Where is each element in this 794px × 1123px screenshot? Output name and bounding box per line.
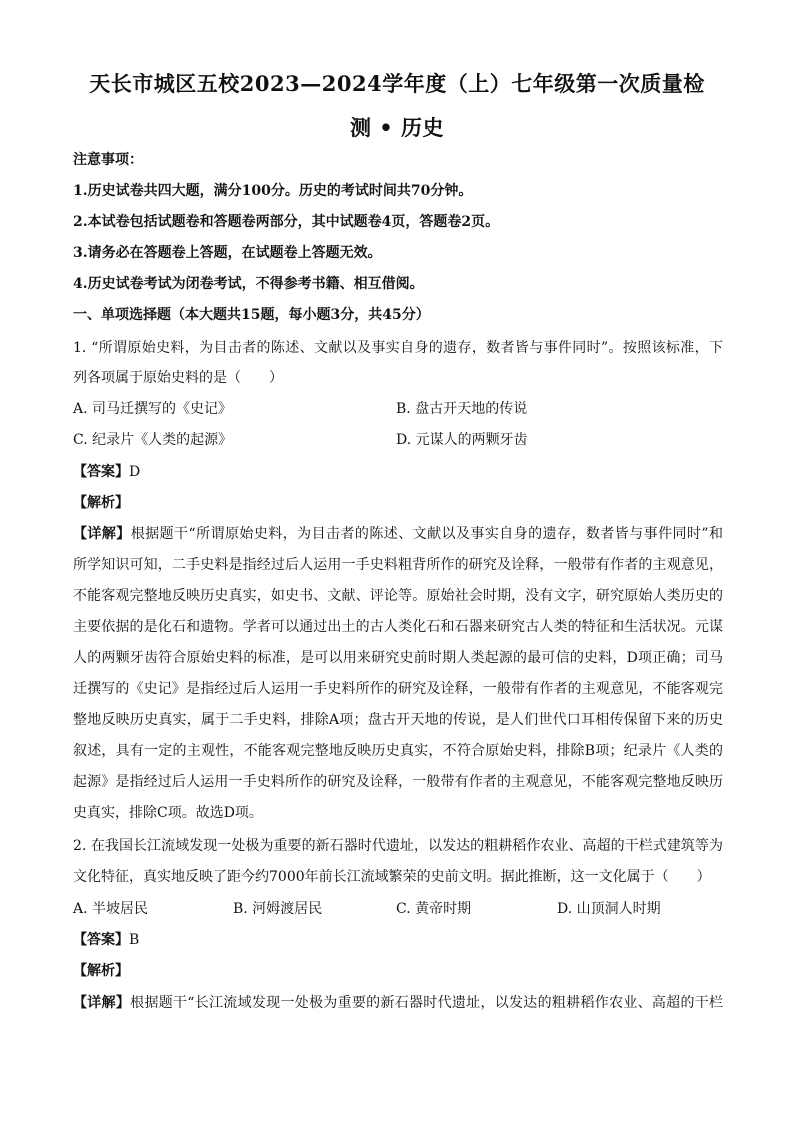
- q2-answer: [73, 930, 723, 950]
- q2-answer-value: B: [129, 932, 140, 948]
- notice-item-4: 4.历史试卷考试为闭卷考试，不得参考书籍、相互借阅。: [73, 276, 424, 292]
- q1-detail-tag: 【详解】: [73, 526, 131, 542]
- notice-item-2: 2.本试卷包括试题卷和答题卷两部分，其中试题卷4页，答题卷2页。: [73, 214, 500, 230]
- section-heading: 一、单项选择题（本大题共15题，每小题3分，共45分）: [73, 307, 430, 323]
- q2-option-b: B. 河姆渡居民: [233, 901, 323, 917]
- q1-answer: [73, 462, 723, 482]
- q2-analysis-tag: 【解析】: [73, 963, 129, 979]
- q1-detail-line6: 迁撰写的《史记》是指经过后人运用一手史料所作的研究及诠释，一般带有作者的主观意见，不能客观完: [73, 681, 723, 697]
- q1-detail-line1: [73, 524, 723, 544]
- q1-detail-line7: 整地反映历史真实，属于二手史料，排除A项；盘古开天地的传说，是人们世代口耳相传保留下来的历史: [73, 712, 723, 728]
- q1-stem-line1: 1. “所谓原始史料，为目击者的陈述、文献以及事实自身的遗存，数者皆与事件同时”。按照该标准，下: [73, 340, 723, 356]
- q1-option-c: C. 纪录片《人类的起源》: [73, 432, 233, 448]
- q2-answer-tag: 【答案】: [73, 932, 129, 948]
- q1-answer-value: D: [129, 464, 141, 480]
- q1-detail-line5: 人的两颗牙齿符合原始史料的标准，是可以用来研究史前时期人类起源的最可信的史料，D项正确；司马: [73, 650, 723, 666]
- q1-detail-text-1: 根据题干“所谓原始史料，为目击者的陈述、文献以及事实自身的遗存，数者皆与事件同时”和: [130, 526, 723, 542]
- q1-detail-line4: 主要依据的是化石和遗物。学者可以通过出土的古人类化石和石器来研究古人类的特征和生活状况。元谋: [73, 619, 723, 635]
- page-title-line1: 天长市城区五校2023—2024学年度（上）七年级第一次质量检: [89, 71, 705, 96]
- q2-option-c: C. 黄帝时期: [396, 901, 472, 917]
- q2-stem-line1: 2. 在我国长江流域发现一处极为重要的新石器时代遗址，以发达的粗耕稻作农业、高超的干栏式建筑等为: [73, 838, 723, 854]
- notice-heading: 注意事项：: [73, 152, 143, 168]
- q1-detail-line2: 所学知识可知，二手史料是指经过后人运用一手史料粗背所作的研究及诠释，一般带有作者的主观意见，: [73, 557, 723, 573]
- q2-detail-line1: [73, 993, 723, 1013]
- q1-detail-line9: 起源》是指经过后人运用一手史料所作的研究及诠释，一般带有作者的主观意见，不能客观完整地反映历: [73, 774, 723, 790]
- page-title-line2: 测 • 历史: [349, 115, 445, 140]
- q1-option-a: A. 司马迁撰写的《史记》: [73, 401, 233, 417]
- q1-detail-line3: 不能客观完整地反映历史真实，如史书、文献、评论等。原始社会时期，没有文字，研究原始人类历史的: [73, 588, 723, 604]
- q2-stem-line2: 文化特征，真实地反映了距今约7000年前长江流域繁荣的史前文明。据此推断，这一文化属于（ ）: [73, 869, 711, 885]
- notice-item-3: 3.请务必在答题卷上答题，在试题卷上答题无效。: [73, 245, 382, 261]
- q2-option-d: D. 山顶洞人时期: [557, 901, 661, 917]
- q1-detail-line8: 叙述，具有一定的主观性，不能客观完整地反映历史真实，不符合原始史料，排除B项；纪录片《人类的: [73, 743, 723, 759]
- q2-detail-text-1: 根据题干“长江流域发现一处极为重要的新石器时代遗址，以发达的粗耕稻作农业、高超的干栏: [130, 995, 724, 1011]
- q1-analysis-tag: 【解析】: [73, 495, 129, 511]
- notice-item-1: 1.历史试卷共四大题，满分100分。历史的考试时间共70分钟。: [73, 183, 473, 199]
- q1-detail-line10: 史真实，排除C项。故选D项。: [73, 805, 263, 821]
- q1-stem-line2: 列各项属于原始史料的是（ ）: [73, 370, 283, 386]
- q1-option-b: B. 盘古开天地的传说: [396, 401, 528, 417]
- q2-detail-tag: 【详解】: [73, 995, 131, 1011]
- q2-option-a: A. 半坡居民: [73, 901, 149, 917]
- q1-answer-tag: 【答案】: [73, 464, 129, 480]
- q1-option-d: D. 元谋人的两颗牙齿: [396, 432, 528, 448]
